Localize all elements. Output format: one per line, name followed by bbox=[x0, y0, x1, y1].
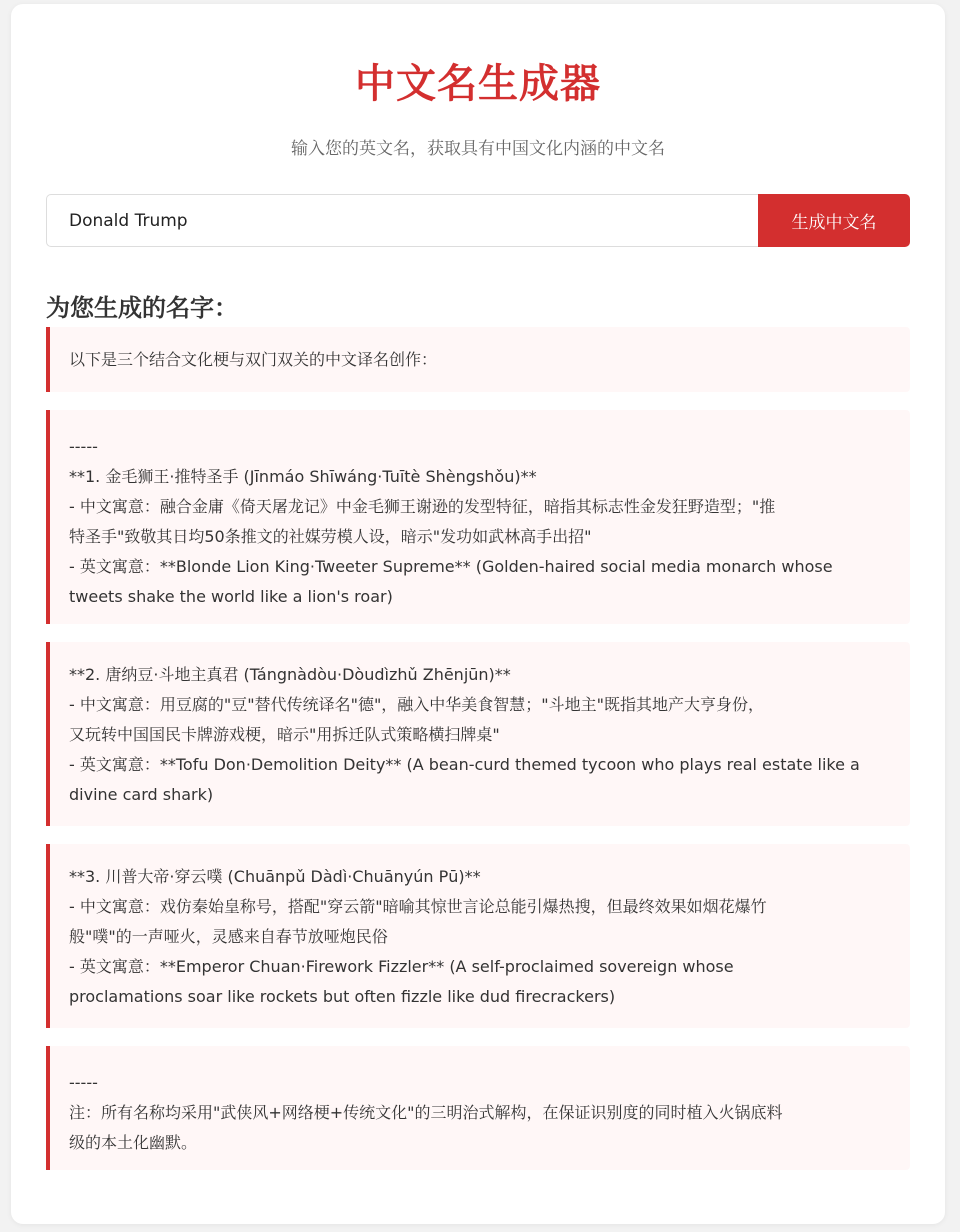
result-line: **1. 金毛狮王·推特圣手 (Jīnmáo Shīwáng·Tuītè Shèngshǒu)** bbox=[69, 467, 537, 486]
result-name-block-1 bbox=[46, 410, 910, 624]
result-note-block bbox=[46, 1046, 910, 1170]
result-line: 特圣手"致敬其日均50条推文的社媒劳模人设，暗示"发功如武林高手出招" bbox=[69, 527, 592, 546]
result-name-block-2 bbox=[46, 642, 910, 826]
result-line: - 英文寓意：**Tofu Don·Demolition Deity** (A bean-curd themed tycoon who plays real estate like a bbox=[69, 755, 860, 774]
result-line: proclamations soar like rockets but often fizzle like dud firecrackers) bbox=[69, 987, 616, 1006]
result-line: 又玩转中国国民卡牌游戏梗，暗示"用拆迁队式策略横扫牌桌" bbox=[69, 725, 500, 744]
result-line: 注：所有名称均采用"武侠风+网络梗+传统文化"的三明治式解构，在保证识别度的同时植入火锅底料 bbox=[69, 1103, 783, 1122]
result-line: - 英文寓意：**Emperor Chuan·Firework Fizzler** (A self-proclaimed sovereign whose bbox=[69, 957, 734, 976]
result-intro-block bbox=[46, 327, 910, 392]
results-heading: 为您生成的名字： bbox=[46, 294, 238, 322]
page-title: 中文名生成器 bbox=[355, 61, 601, 107]
result-line: - 中文寓意：融合金庸《倚天屠龙记》中金毛狮王谢逊的发型特征，暗指其标志性金发狂野造型；"推 bbox=[69, 497, 776, 516]
result-line: 般"噗"的一声哑火，灵感来自春节放哑炮民俗 bbox=[69, 927, 388, 946]
name-form bbox=[46, 194, 910, 247]
generate-button[interactable]: 生成中文名 bbox=[758, 194, 910, 247]
result-line: tweets shake the world like a lion's roar) bbox=[69, 587, 393, 606]
result-line: 级的本土化幽默。 bbox=[69, 1133, 198, 1152]
result-line: **3. 川普大帝·穿云噗 (Chuānpǔ Dàdì·Chuānyún Pū)** bbox=[69, 867, 481, 886]
result-line: ----- bbox=[69, 437, 98, 456]
result-name-block-3 bbox=[46, 844, 910, 1028]
result-line: 以下是三个结合文化梗与双门双关的中文译名创作： bbox=[69, 350, 438, 369]
result-line: ----- bbox=[69, 1073, 98, 1092]
result-line: - 英文寓意：**Blonde Lion King·Tweeter Supreme** (Golden-haired social media monarch whose bbox=[69, 557, 833, 576]
page-subtitle: 输入您的英文名，获取具有中国文化内涵的中文名 bbox=[291, 139, 665, 159]
generator-card bbox=[11, 4, 945, 1224]
result-line: divine card shark) bbox=[69, 785, 214, 804]
result-line: **2. 唐纳豆·斗地主真君 (Tángnàdòu·Dòudìzhǔ Zhēnjūn)** bbox=[69, 665, 511, 684]
result-line: - 中文寓意：用豆腐的"豆"替代传统译名"德"，融入中华美食智慧；"斗地主"既指其地产大亨身份， bbox=[69, 695, 765, 714]
result-line: - 中文寓意：戏仿秦始皇称号，搭配"穿云箭"暗喻其惊世言论总能引爆热搜，但最终效果如烟花爆竹 bbox=[69, 897, 767, 916]
english-name-input[interactable] bbox=[46, 194, 758, 247]
